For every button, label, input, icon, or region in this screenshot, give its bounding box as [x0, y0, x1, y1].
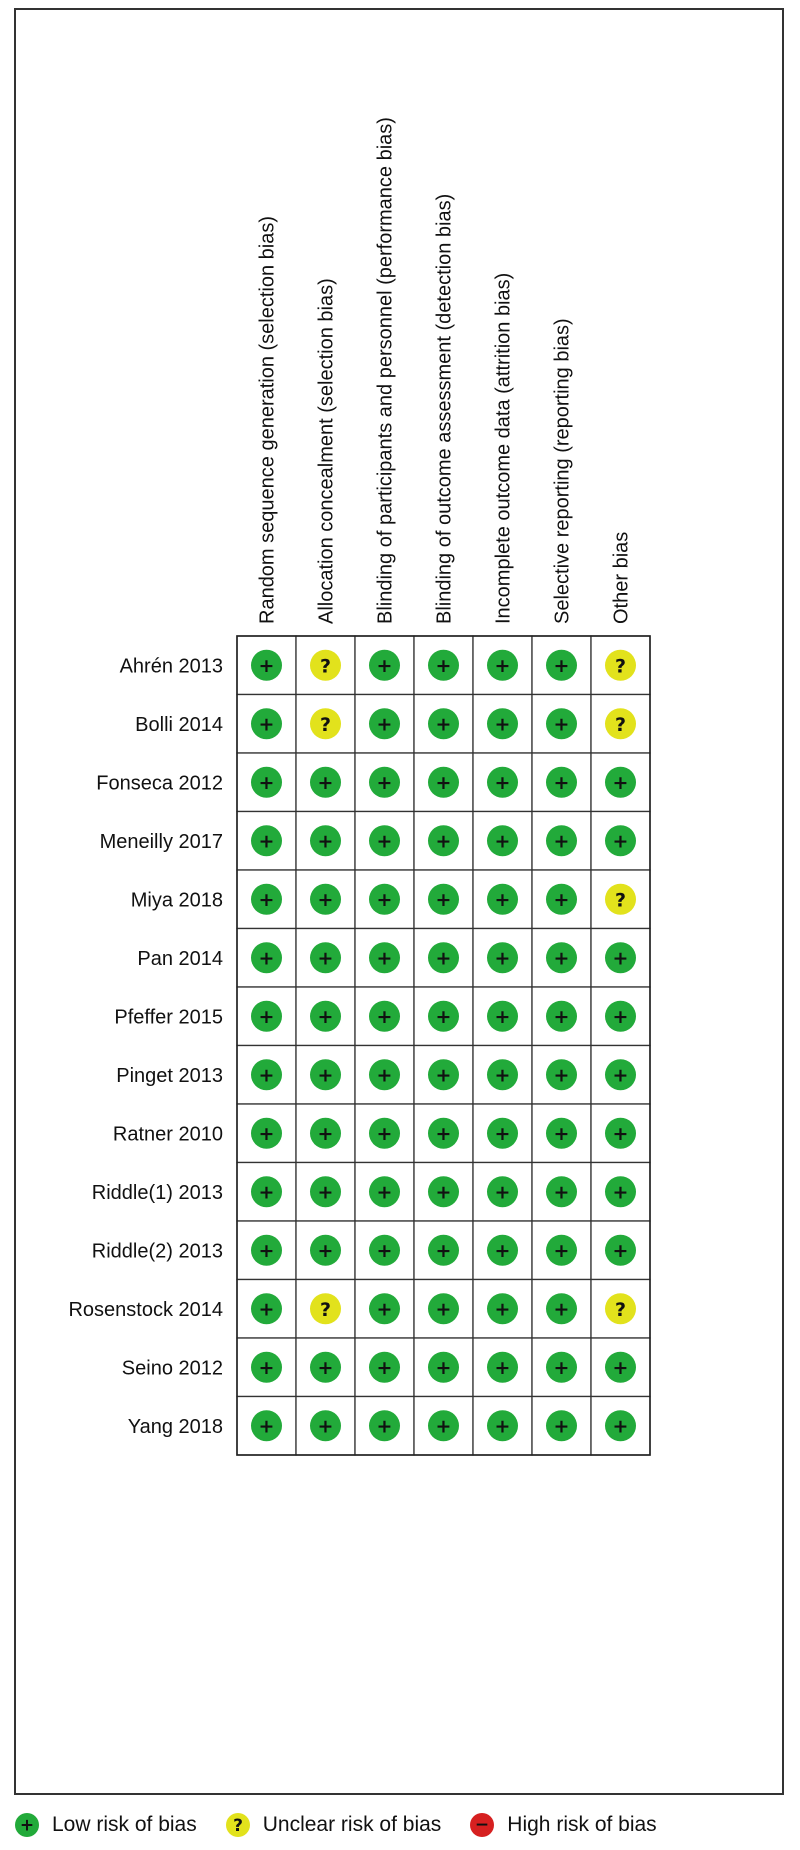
bias-cell: [591, 636, 650, 695]
legend: [14, 1810, 790, 1840]
rating-symbol: +: [612, 1005, 629, 1028]
bias-cell: [473, 987, 532, 1046]
bias-cell: [414, 1104, 473, 1163]
bias-cell: [532, 812, 591, 871]
bias-cell: [296, 812, 355, 871]
rating-symbol: +: [376, 713, 393, 736]
bias-cell: [355, 1397, 414, 1456]
rating-symbol: +: [435, 1181, 452, 1204]
rating-symbol: +: [612, 1356, 629, 1379]
bias-cell: [591, 1104, 650, 1163]
rating-symbol: +: [612, 947, 629, 970]
bias-cell: [296, 1163, 355, 1222]
bias-cell: [355, 1104, 414, 1163]
rating-symbol: +: [258, 654, 275, 677]
rating-symbol: +: [258, 1298, 275, 1321]
rating-symbol: +: [612, 1064, 629, 1087]
bias-cell: [473, 1046, 532, 1105]
rating-symbol: +: [494, 947, 511, 970]
bias-cell: [532, 1104, 591, 1163]
bias-cell: [473, 1221, 532, 1280]
rating-symbol: +: [553, 654, 570, 677]
bias-cell: [532, 1338, 591, 1397]
legend-unclear-marker-icon: [225, 1812, 251, 1838]
bias-cell: [355, 987, 414, 1046]
bias-cell: [591, 753, 650, 812]
bias-cell: [237, 636, 296, 695]
rating-symbol: +: [435, 1005, 452, 1028]
bias-cell: [296, 695, 355, 754]
rating-symbol: +: [376, 1181, 393, 1204]
rating-symbol: +: [553, 1064, 570, 1087]
bias-cell: [355, 1338, 414, 1397]
bias-cell: [237, 1397, 296, 1456]
column-header: Random sequence generation (selection bias): [256, 215, 279, 624]
rating-symbol: +: [376, 830, 393, 853]
rating-symbol: +: [435, 830, 452, 853]
bias-cell: [296, 870, 355, 929]
rating-symbol: +: [494, 1064, 511, 1087]
bias-cell: [237, 929, 296, 988]
rating-symbol: +: [612, 1239, 629, 1262]
rating-symbol: +: [435, 1239, 452, 1262]
bias-cell: [296, 753, 355, 812]
legend-low-marker-icon: [14, 1812, 40, 1838]
rating-symbol: +: [258, 1415, 275, 1438]
rating-symbol: +: [376, 771, 393, 794]
rating-symbol: +: [317, 830, 334, 853]
rating-symbol: +: [612, 1122, 629, 1145]
legend-high-label: High risk of bias: [507, 1813, 657, 1836]
rating-symbol: +: [376, 1356, 393, 1379]
bias-cell: [296, 636, 355, 695]
rating-symbol: +: [553, 1122, 570, 1145]
rating-symbol: +: [258, 713, 275, 736]
rating-symbol: +: [258, 1064, 275, 1087]
figure-frame: [14, 8, 784, 1795]
bias-cell: [296, 1280, 355, 1339]
bias-cell: [591, 695, 650, 754]
bias-cell: [414, 987, 473, 1046]
rating-symbol: +: [494, 771, 511, 794]
bias-cell: [473, 636, 532, 695]
bias-cell: [591, 1397, 650, 1456]
legend-unclear: [225, 1812, 442, 1838]
svg-text:+: +: [19, 1815, 35, 1836]
bias-cell: [355, 870, 414, 929]
study-label: Seino 2012: [121, 1357, 223, 1380]
bias-cell: [532, 1280, 591, 1339]
rating-symbol: ?: [614, 655, 627, 678]
column-header: Allocation concealment (selection bias): [315, 278, 338, 624]
rating-symbol: +: [612, 1181, 629, 1204]
rating-symbol: ?: [319, 713, 332, 736]
bias-cell: [296, 987, 355, 1046]
rating-symbol: +: [435, 1064, 452, 1087]
bias-cell: [532, 929, 591, 988]
study-label: Pfeffer 2015: [114, 1006, 223, 1029]
rating-symbol: +: [553, 1005, 570, 1028]
bias-cell: [414, 1046, 473, 1105]
bias-cell: [237, 1163, 296, 1222]
column-header: Selective reporting (reporting bias): [551, 318, 574, 624]
bias-cell: [355, 636, 414, 695]
rating-symbol: +: [435, 771, 452, 794]
bias-cell: [296, 929, 355, 988]
rating-symbol: +: [553, 947, 570, 970]
study-label: Riddle(1) 2013: [91, 1181, 223, 1204]
bias-cell: [237, 1280, 296, 1339]
bias-cell: [237, 1221, 296, 1280]
bias-cell: [237, 695, 296, 754]
rating-symbol: +: [435, 1415, 452, 1438]
rating-symbol: +: [317, 1356, 334, 1379]
study-label: Meneilly 2017: [99, 830, 223, 853]
bias-cell: [591, 1280, 650, 1339]
bias-cell: [355, 812, 414, 871]
bias-cell: [237, 1104, 296, 1163]
rating-symbol: +: [376, 1298, 393, 1321]
rating-symbol: +: [612, 830, 629, 853]
rating-symbol: +: [376, 1415, 393, 1438]
legend-low: [14, 1812, 197, 1838]
rating-symbol: +: [317, 947, 334, 970]
bias-cell: [414, 1221, 473, 1280]
study-label: Pan 2014: [137, 947, 223, 970]
bias-cell: [237, 1046, 296, 1105]
bias-cell: [414, 929, 473, 988]
bias-cell: [355, 1163, 414, 1222]
rating-symbol: +: [435, 1298, 452, 1321]
bias-cell: [296, 1397, 355, 1456]
bias-cell: [296, 1338, 355, 1397]
rating-symbol: +: [258, 947, 275, 970]
column-header: Incomplete outcome data (attrition bias): [492, 272, 515, 624]
rating-symbol: +: [494, 1005, 511, 1028]
legend-unclear-label: Unclear risk of bias: [262, 1813, 442, 1836]
rating-symbol: +: [494, 1415, 511, 1438]
bias-cell: [414, 1338, 473, 1397]
bias-cell: [532, 1163, 591, 1222]
bias-cell: [237, 1338, 296, 1397]
bias-cell: [237, 987, 296, 1046]
svg-text:?: ?: [232, 1816, 243, 1836]
bias-cell: [532, 636, 591, 695]
bias-cell: [414, 1397, 473, 1456]
rating-symbol: +: [317, 1239, 334, 1262]
rating-symbol: ?: [319, 655, 332, 678]
bias-cell: [355, 1280, 414, 1339]
rating-symbol: +: [494, 713, 511, 736]
rating-symbol: +: [258, 888, 275, 911]
rating-symbol: +: [553, 713, 570, 736]
bias-cell: [473, 1104, 532, 1163]
rating-symbol: +: [258, 1356, 275, 1379]
bias-cell: [532, 987, 591, 1046]
bias-cell: [414, 1280, 473, 1339]
rating-symbol: +: [258, 1239, 275, 1262]
rating-symbol: +: [553, 830, 570, 853]
rating-symbol: +: [376, 654, 393, 677]
bias-cell: [414, 636, 473, 695]
rating-symbol: +: [553, 1239, 570, 1262]
risk-of-bias-summary: [16, 10, 782, 1793]
study-label: Ahrén 2013: [119, 655, 223, 678]
rating-symbol: +: [317, 888, 334, 911]
bias-cell: [473, 1280, 532, 1339]
bias-cell: [473, 695, 532, 754]
rating-symbol: +: [258, 771, 275, 794]
rating-symbol: +: [317, 1415, 334, 1438]
column-header: Blinding of outcome assessment (detection bias): [433, 193, 456, 624]
rating-symbol: ?: [614, 713, 627, 736]
rating-symbol: +: [376, 888, 393, 911]
legend-high: [469, 1812, 656, 1838]
bias-cell: [473, 753, 532, 812]
rating-symbol: +: [258, 830, 275, 853]
rating-symbol: +: [553, 1356, 570, 1379]
rating-symbol: +: [258, 1005, 275, 1028]
rating-symbol: +: [317, 1181, 334, 1204]
bias-cell: [414, 695, 473, 754]
study-label: Fonseca 2012: [96, 772, 223, 795]
rating-symbol: +: [494, 1122, 511, 1145]
bias-cell: [414, 812, 473, 871]
bias-cell: [296, 1046, 355, 1105]
bias-cell: [591, 1163, 650, 1222]
bias-cell: [237, 870, 296, 929]
bias-cell: [473, 870, 532, 929]
rating-symbol: +: [435, 1356, 452, 1379]
rating-symbol: +: [553, 1181, 570, 1204]
rating-symbol: +: [317, 1064, 334, 1087]
rating-symbol: +: [376, 1064, 393, 1087]
bias-cell: [473, 1397, 532, 1456]
rating-symbol: +: [435, 654, 452, 677]
bias-cell: [296, 1221, 355, 1280]
bias-cell: [414, 870, 473, 929]
rating-symbol: +: [435, 1122, 452, 1145]
rating-symbol: +: [553, 1298, 570, 1321]
bias-cell: [532, 753, 591, 812]
study-label: Pinget 2013: [116, 1064, 223, 1087]
bias-cell: [591, 1221, 650, 1280]
rating-symbol: +: [317, 771, 334, 794]
rating-symbol: +: [494, 1298, 511, 1321]
bias-cell: [355, 753, 414, 812]
study-label: Riddle(2) 2013: [91, 1240, 223, 1263]
bias-cell: [473, 1338, 532, 1397]
bias-cell: [473, 812, 532, 871]
legend-low-label: Low risk of bias: [52, 1813, 197, 1836]
bias-cell: [591, 870, 650, 929]
rating-symbol: +: [553, 1415, 570, 1438]
rating-symbol: +: [376, 1122, 393, 1145]
bias-cell: [355, 1046, 414, 1105]
bias-cell: [296, 1104, 355, 1163]
column-header: Other bias: [610, 531, 633, 624]
rating-symbol: +: [553, 888, 570, 911]
rating-symbol: ?: [319, 1298, 332, 1321]
bias-cell: [532, 695, 591, 754]
rating-symbol: +: [612, 771, 629, 794]
study-label: Bolli 2014: [135, 713, 223, 736]
study-label: Miya 2018: [130, 889, 223, 912]
bias-cell: [591, 1046, 650, 1105]
rating-symbol: +: [494, 1356, 511, 1379]
bias-cell: [237, 753, 296, 812]
bias-cell: [355, 1221, 414, 1280]
rating-symbol: +: [258, 1122, 275, 1145]
bias-cell: [355, 695, 414, 754]
study-label: Yang 2018: [127, 1415, 223, 1438]
bias-cell: [414, 1163, 473, 1222]
rating-symbol: ?: [614, 889, 627, 912]
legend-high-marker-icon: [469, 1812, 495, 1838]
column-header: Blinding of participants and personnel (performance bias): [374, 117, 397, 624]
bias-cell: [532, 1046, 591, 1105]
bias-cell: [591, 812, 650, 871]
bias-cell: [591, 987, 650, 1046]
bias-cell: [473, 929, 532, 988]
bias-cell: [532, 1397, 591, 1456]
rating-symbol: +: [376, 1239, 393, 1262]
bias-cell: [591, 1338, 650, 1397]
rating-symbol: +: [494, 1181, 511, 1204]
study-label: Ratner 2010: [112, 1123, 223, 1146]
rating-symbol: +: [258, 1181, 275, 1204]
rating-symbol: +: [494, 1239, 511, 1262]
bias-cell: [532, 1221, 591, 1280]
rating-symbol: ?: [614, 1298, 627, 1321]
rating-symbol: +: [494, 888, 511, 911]
svg-text:−: −: [475, 1815, 490, 1835]
bias-cell: [237, 812, 296, 871]
rating-symbol: +: [376, 947, 393, 970]
rating-symbol: +: [317, 1005, 334, 1028]
bias-cell: [414, 753, 473, 812]
rating-symbol: +: [494, 654, 511, 677]
bias-cell: [355, 929, 414, 988]
rating-symbol: +: [553, 771, 570, 794]
rating-symbol: +: [612, 1415, 629, 1438]
bias-cell: [591, 929, 650, 988]
rating-symbol: +: [435, 947, 452, 970]
rating-symbol: +: [494, 830, 511, 853]
rating-symbol: +: [317, 1122, 334, 1145]
rating-symbol: +: [435, 713, 452, 736]
bias-cell: [473, 1163, 532, 1222]
bias-cell: [532, 870, 591, 929]
rating-symbol: +: [376, 1005, 393, 1028]
study-label: Rosenstock 2014: [68, 1298, 223, 1321]
rating-symbol: +: [435, 888, 452, 911]
